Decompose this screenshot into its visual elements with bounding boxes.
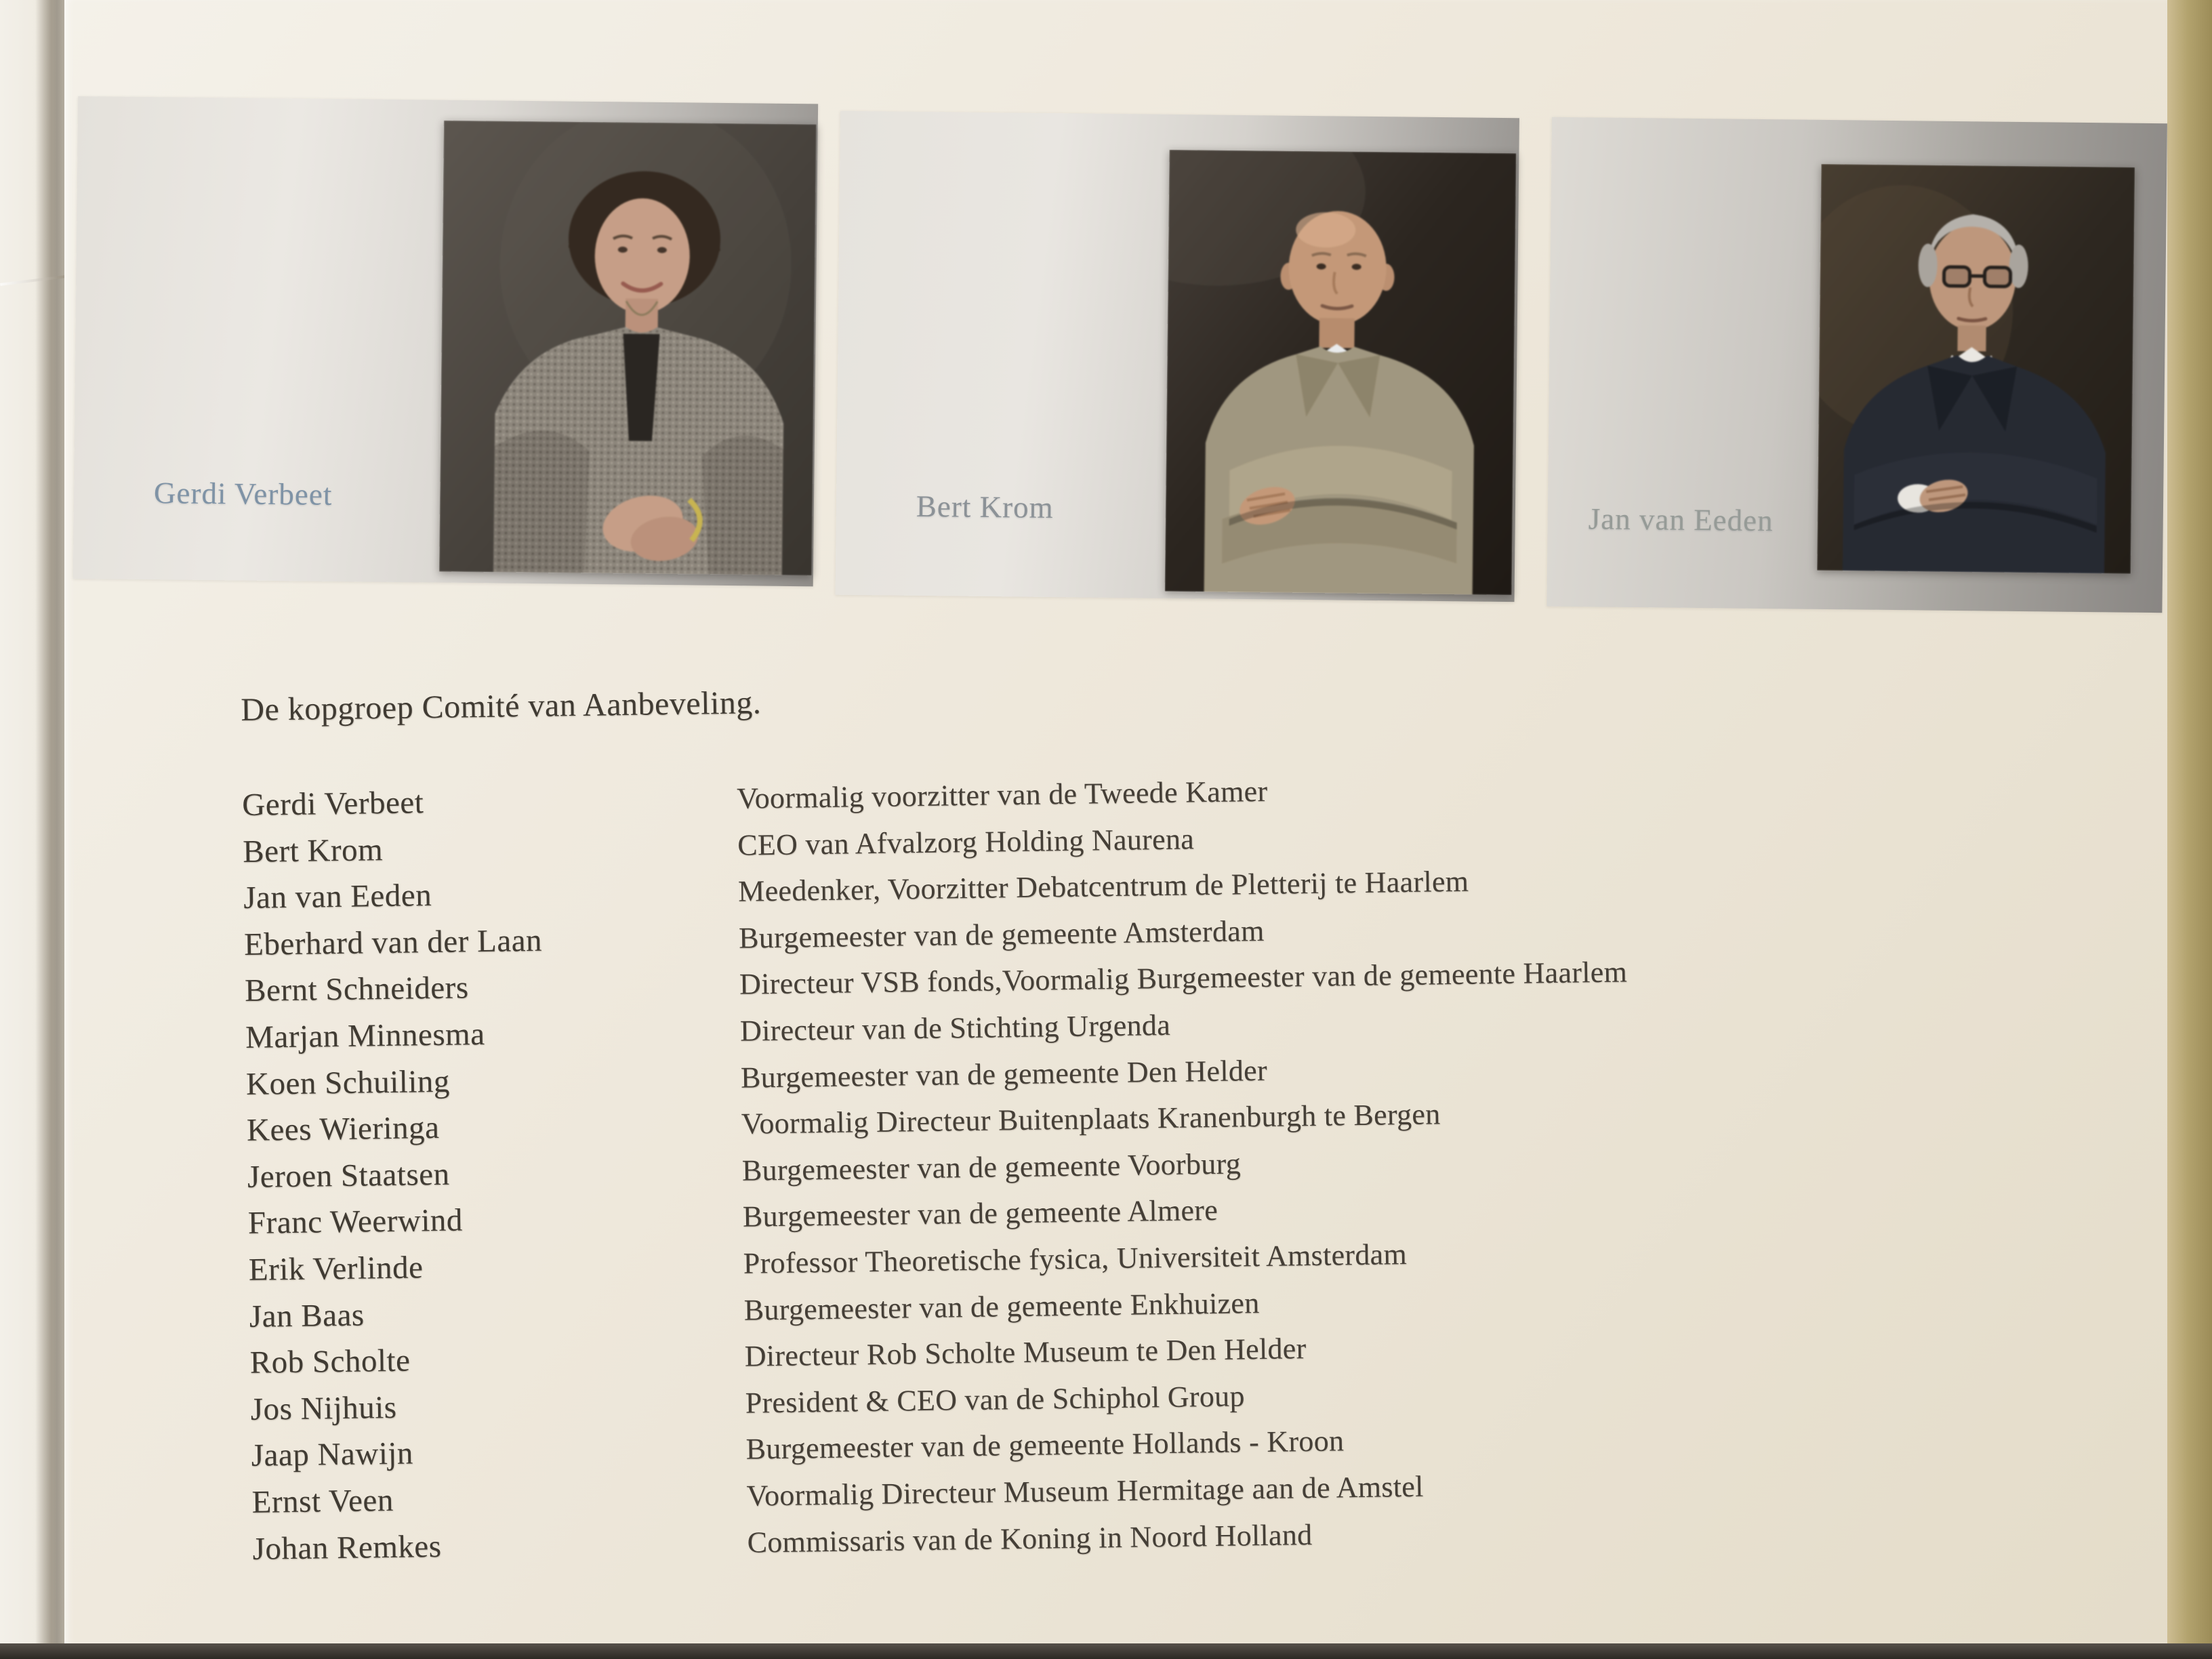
member-name: Bernt Schneiders [244, 970, 469, 1009]
page-title: De kopgroep Comité van Aanbeveling. [241, 684, 762, 728]
photo-caption-jan-van-eeden: Jan van Eeden [1588, 501, 1774, 538]
member-name: Eberhard van der Laan [243, 922, 543, 962]
portrait-gerdi-verbeet [439, 121, 817, 576]
photo-caption-bert-krom: Bert Krom [916, 489, 1054, 525]
member-role: Voormalig Directeur Museum Hermitage aan de Amstel [746, 1469, 1424, 1513]
member-role: Voormalig Directeur Buitenplaats Kranenburgh te Bergen [741, 1097, 1441, 1141]
member-role: Burgemeester van de gemeente Amsterdam [738, 914, 1265, 955]
member-name: Koen Schuiling [245, 1063, 451, 1102]
member-name: Rob Scholte [249, 1343, 411, 1381]
member-role: Directeur VSB fonds,Voormalig Burgemeester van de gemeente Haarlem [739, 955, 1628, 1002]
member-role: Burgemeester van de gemeente Voorburg [741, 1147, 1242, 1187]
portrait-jan-van-eeden [1817, 164, 2135, 574]
member-name: Jeroen Staatsen [247, 1156, 450, 1195]
member-name: Marjan Minnesma [245, 1016, 485, 1055]
portrait-bert-krom-image [1165, 150, 1517, 595]
member-role: President & CEO van de Schiphol Group [745, 1379, 1246, 1420]
portrait-bert-krom [1165, 150, 1517, 595]
portrait-jan-van-eeden-image [1817, 164, 2135, 574]
committee-photo-strip [0, 0, 2212, 687]
member-name: Jan Baas [249, 1297, 365, 1334]
committee-text-block [241, 665, 2096, 1577]
member-role: Burgemeester van de gemeente Den Helder [740, 1053, 1268, 1094]
member-role: Burgemeester van de gemeente Almere [742, 1193, 1218, 1234]
member-name: Gerdi Verbeet [241, 785, 424, 823]
member-role: Directeur Rob Scholte Museum te Den Helder [744, 1332, 1307, 1373]
member-role: Meedenker, Voorzitter Debatcentrum de Pletterij te Haarlem [737, 864, 1469, 908]
member-role: CEO van Afvalzorg Holding Naurena [737, 821, 1195, 862]
page-edge-bottom [0, 1643, 2212, 1659]
member-name: Johan Remkes [252, 1528, 442, 1567]
member-name: Kees Wieringa [246, 1110, 440, 1149]
member-role: Commissaris van de Koning in Noord Holland [747, 1517, 1313, 1559]
member-role: Directeur van de Stichting Urgenda [739, 1008, 1171, 1048]
member-role: Burgemeester van de gemeente Hollands - Kroon [745, 1424, 1345, 1467]
member-role: Professor Theoretische fysica, Universiteit Amsterdam [743, 1237, 1408, 1280]
member-name: Jan van Eeden [243, 878, 432, 916]
member-role: Voormalig voorzitter van de Tweede Kamer [736, 774, 1268, 815]
photo-caption-gerdi-verbeet: Gerdi Verbeet [153, 476, 333, 512]
committee-member-list [242, 761, 2096, 1577]
member-name: Jos Nijhuis [250, 1389, 397, 1427]
portrait-gerdi-verbeet-image [439, 121, 817, 576]
member-name: Erik Verlinde [248, 1250, 424, 1288]
member-name: Ernst Veen [251, 1482, 394, 1520]
member-name: Bert Krom [242, 832, 384, 869]
member-role: Burgemeester van de gemeente Enkhuizen [743, 1286, 1260, 1327]
member-name: Franc Weerwind [247, 1202, 464, 1242]
member-name: Jaap Nawijn [251, 1435, 414, 1474]
